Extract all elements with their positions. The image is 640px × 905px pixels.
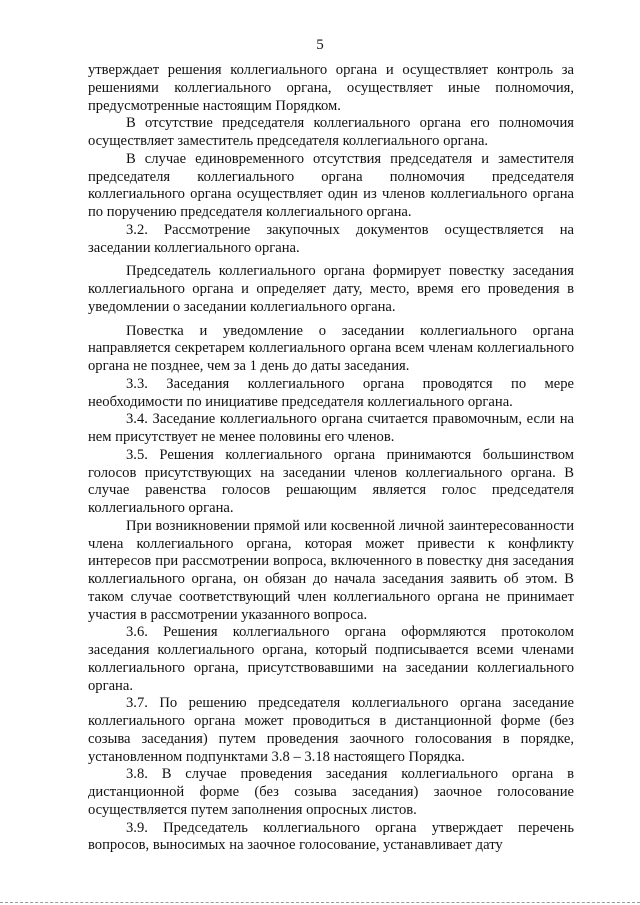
- paragraph-3-4: 3.4. Заседание коллегиального органа считается правомочным, если на нем присутствует не менее половины его членов.: [88, 411, 574, 445]
- paragraph-3-2: 3.2. Рассмотрение закупочных документов осуществляется на заседании коллегиального органа.: [88, 221, 574, 256]
- scan-edge-line: [0, 902, 640, 903]
- paragraph-3-9: 3.9. Председатель коллегиального органа утверждает перечень вопросов, выносимых на заочное голосование, устанавливает дату: [88, 819, 574, 854]
- paragraph-continuation: утверждает решения коллегиального органа и осуществляет контроль за решениями коллегиального органа, осуществляет иные полномочия, предусмотренные настоящим Порядком.: [88, 62, 574, 114]
- document-body: [88, 62, 574, 855]
- paragraph-3-6: 3.6. Решения коллегиального органа оформляются протоколом заседания коллегиального органа, который подписывается всеми членами коллегиального органа, присутствовавшими на заседании коллегиального органа.: [88, 624, 574, 694]
- paragraph-notification: Повестка и уведомление о заседании коллегиального органа направляется секретарем коллегиального органа всем членам коллегиального органа не позднее, чем за 1 день до даты заседания.: [88, 322, 574, 374]
- paragraph-3-7: 3.7. По решению председателя коллегиального органа заседание коллегиального органа может проводиться в дистанционной форме (без созыва заседания) путем проведения заочного голосования в порядке, установленном подпунктами 3.8 – 3.18 настоящего Порядка.: [88, 695, 574, 765]
- paragraph-agenda: Председатель коллегиального органа формирует повестку заседания коллегиального органа и определяет дату, место, время его проведения в уведомлении о заседании коллегиального органа.: [88, 263, 574, 315]
- paragraph-conflict-of-interest: При возникновении прямой или косвенной личной заинтересованности члена коллегиального органа, которая может привести к конфликту интересов при рассмотрении вопроса, включенного в повестку дня заседания коллегиального органа, он обязан до начала заседания заявить об этом. В таком случае соответствующий член коллегиального органа не принимает участия в рассмотрении указанного вопроса.: [88, 517, 574, 623]
- page-number: 5: [316, 37, 324, 53]
- paragraph-3-8: 3.8. В случае проведения заседания коллегиального органа в дистанционной форме (без созыва заседания) заочное голосование осуществляется путем заполнения опросных листов.: [88, 766, 574, 818]
- paragraph-simultaneous-absence: В случае единовременного отсутствия председателя и заместителя председателя коллегиального органа полномочия председателя коллегиального органа осуществляет один из членов коллегиального органа по поручению председателя коллегиального органа.: [88, 150, 574, 220]
- paragraph-3-5: 3.5. Решения коллегиального органа принимаются большинством голосов присутствующих на заседании членов коллегиального органа. В случае равенства голосов решающим является голос председателя коллегиального органа.: [88, 446, 574, 516]
- paragraph-3-3: 3.3. Заседания коллегиального органа проводятся по мере необходимости по инициативе председателя коллегиального органа.: [88, 375, 574, 410]
- paragraph-deputy-authority: В отсутствие председателя коллегиального органа его полномочия осуществляет заместитель председателя коллегиального органа.: [88, 115, 574, 149]
